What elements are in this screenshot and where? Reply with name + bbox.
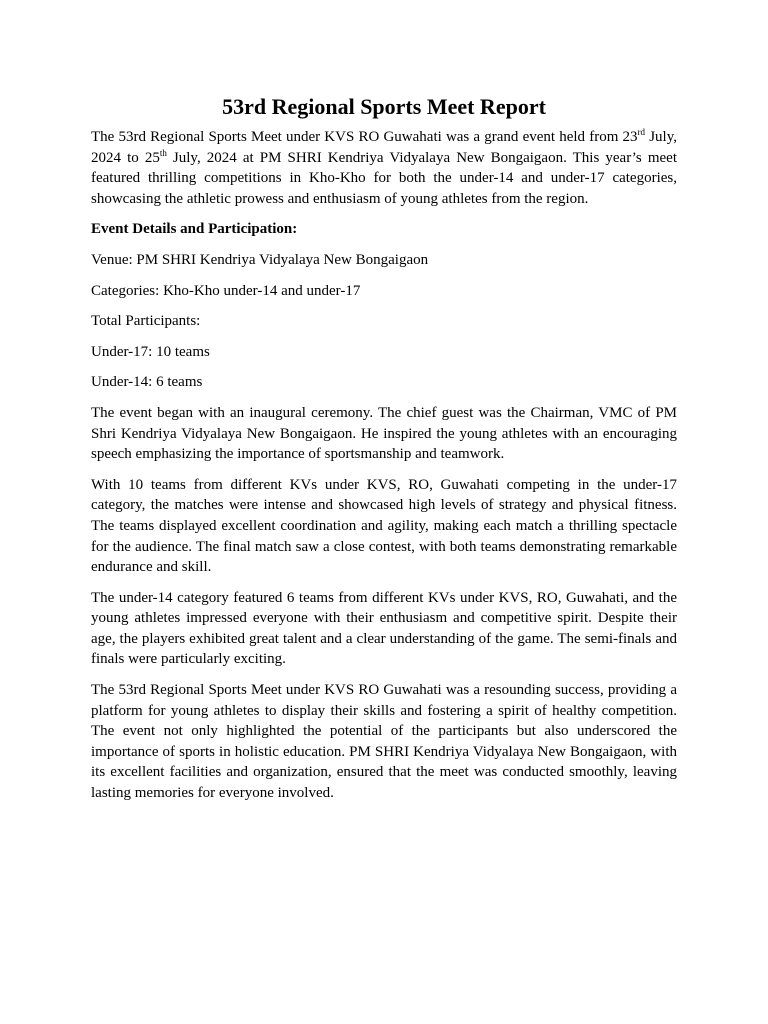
intro-text-part1: The 53rd Regional Sports Meet under KVS RO Guwahati was a grand event held from 23 <box>91 129 638 145</box>
intro-superscript-rd: rd <box>637 127 646 137</box>
conclusion-paragraph: The 53rd Regional Sports Meet under KVS RO Guwahati was a resounding success, providing a platform for young athletes to display their skills and fostering a spirit of healthy competition. The event not only highlighted the potential of the participants but also underscored the importance of sports in holistic education. PM SHRI Kendriya Vidyalaya New Bongaigaon, with its excellent facilities and organization, ensured that the meet was conducted smoothly, leaving lasting memories for everyone involved. <box>91 682 677 802</box>
under17-paragraph: With 10 teams from different KVs under KVS, RO, Guwahati competing in the under-17 category, the matches were intense and showcased high levels of strategy and physical fitness. The teams displayed excellent coordination and agility, making each match a thrilling spectacle for the audience. The final match saw a close contest, with both teams demonstrating remarkable endurance and skill. <box>91 476 677 576</box>
categories-line: Categories: Kho-Kho under-14 and under-17 <box>91 282 361 299</box>
document-page <box>91 92 677 814</box>
page-title: 53rd Regional Sports Meet Report <box>222 94 546 119</box>
intro-superscript-th: th <box>159 147 167 158</box>
under14-paragraph: The under-14 category featured 6 teams from different KVs under KVS, RO, Guwahati, and the young athletes impressed everyone with their enthusiasm and competitive spirit. Despite their age, the players exhibited great talent and a clear understanding of the game. The semi-finals and finals were particularly exciting. <box>91 589 677 668</box>
intro-text-part3: July, 2024 at PM SHRI Kendriya Vidyalaya New Bongaigaon. This year’s meet featured thrilling competitions in Kho-Kho for both the under-14 and under-17 categories, showcasing the athletic prowess and enthusiasm of young athletes from the region. <box>91 149 677 207</box>
ceremony-paragraph: The event began with an inaugural ceremony. The chief guest was the Chairman, VMC of PM Shri Kendriya Vidyalaya New Bongaigaon. He inspired the young athletes with an encouraging speech emphasizing the importance of sportsmanship and teamwork. <box>91 404 677 463</box>
intro-paragraph <box>91 127 677 209</box>
under17-teams-line: Under-17: 10 teams <box>91 343 210 360</box>
intro-text-part2: July, 2024 to 25 <box>91 129 677 166</box>
under14-teams-line: Under-14: 6 teams <box>91 374 203 391</box>
details-heading: Event Details and Participation: <box>91 221 298 238</box>
venue-line: Venue: PM SHRI Kendriya Vidyalaya New Bongaigaon <box>91 251 429 268</box>
total-participants-line: Total Participants: <box>91 313 201 330</box>
